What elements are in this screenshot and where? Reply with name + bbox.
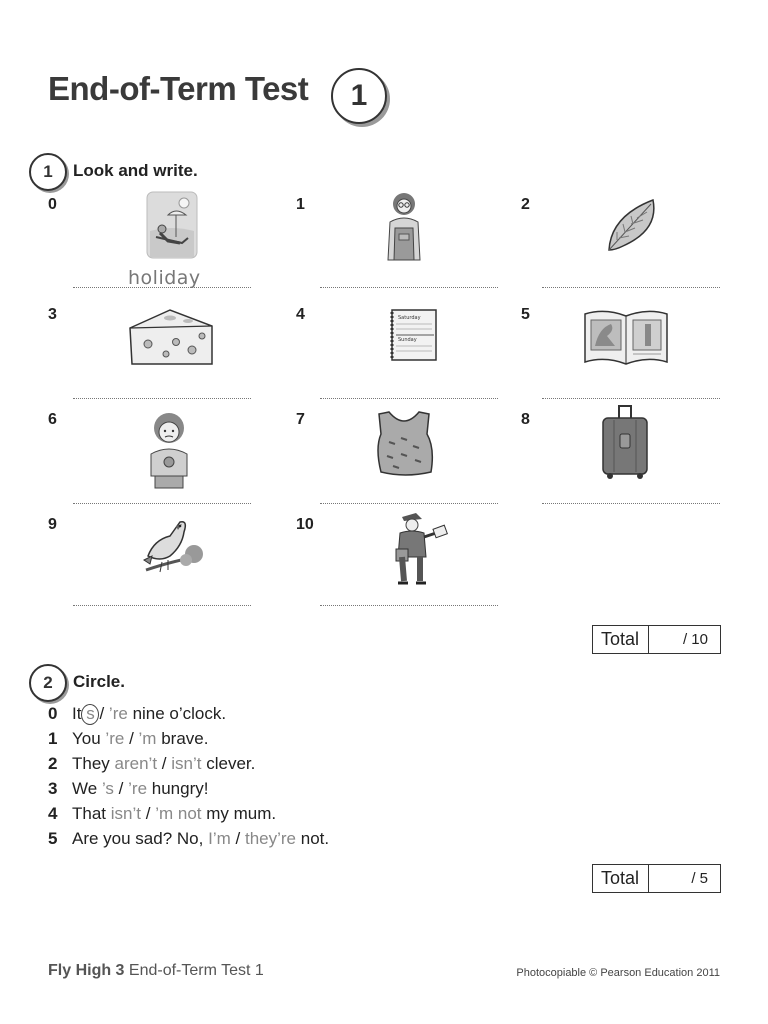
bird-picture <box>140 516 208 585</box>
girl-picture <box>145 410 193 495</box>
total-label: Total <box>593 626 649 653</box>
circle-question-list <box>48 701 329 851</box>
sentence-start: You <box>72 729 101 748</box>
question-number: 1 <box>48 729 58 748</box>
answer-line-6[interactable] <box>73 503 251 504</box>
section-2-instruction: Circle. <box>73 672 125 691</box>
item-number: 2 <box>521 196 530 213</box>
answer-line-4[interactable] <box>320 398 498 399</box>
answer-line-0[interactable] <box>73 287 251 288</box>
circled-option[interactable]: s <box>81 704 99 725</box>
svg-text:Saturday: Saturday <box>398 315 421 321</box>
copyright-notice: Photocopiable © Pearson Education 2011 <box>516 967 720 979</box>
question-row <box>48 701 329 726</box>
answer-line-7[interactable] <box>320 503 498 504</box>
option-separator: / <box>99 704 105 723</box>
option[interactable]: ’m <box>138 729 157 748</box>
total-label: Total <box>593 865 649 892</box>
question-row <box>48 726 329 751</box>
sentence-end: brave. <box>161 729 209 748</box>
answer-line-5[interactable] <box>542 398 720 399</box>
option[interactable]: aren’t <box>114 754 158 773</box>
beach-holiday-picture <box>146 191 198 264</box>
answer-line-2[interactable] <box>542 287 720 288</box>
sentence-start: That <box>72 804 107 823</box>
cheese-picture <box>126 306 216 373</box>
sentence-end: hungry! <box>151 779 209 798</box>
item-number: 5 <box>521 306 530 323</box>
answer-line-10[interactable] <box>320 605 498 606</box>
item-number: 3 <box>48 306 57 323</box>
series-name: Fly High 3 <box>48 962 125 979</box>
sentence-start: It <box>72 704 82 723</box>
sentence-end: my mum. <box>206 804 277 823</box>
footer-book-title <box>48 962 264 980</box>
sentence-end: not. <box>300 829 330 848</box>
section-2-total-box <box>592 864 721 893</box>
sentence-start: Are you sad? No, <box>72 829 204 848</box>
question-number: 0 <box>48 704 58 723</box>
suitcase-picture <box>600 404 650 485</box>
option[interactable]: ’re <box>105 729 125 748</box>
option-separator: / <box>235 829 241 848</box>
option-separator: / <box>145 804 151 823</box>
option[interactable]: isn’t <box>171 754 202 773</box>
total-score-field[interactable]: / 10 <box>682 631 708 648</box>
item-number: 4 <box>296 306 305 323</box>
answer-line-8[interactable] <box>542 503 720 504</box>
option[interactable]: ’s <box>101 779 114 798</box>
total-score-field[interactable]: / 5 <box>691 870 708 887</box>
section-1-number: 1 <box>29 153 67 191</box>
option-separator: / <box>118 779 124 798</box>
option[interactable]: ’m not <box>155 804 202 823</box>
option[interactable]: ’re <box>128 779 148 798</box>
question-row <box>48 776 329 801</box>
question-number: 4 <box>48 804 58 823</box>
section-2-number: 2 <box>29 664 67 702</box>
question-row <box>48 826 329 851</box>
item-number: 10 <box>296 516 314 533</box>
sentence-end: nine o’clock. <box>132 704 227 723</box>
gardener-woman-picture <box>382 190 426 267</box>
open-book-picture <box>581 306 671 373</box>
test-number-badge: 1 <box>331 68 387 124</box>
footer-test-name: End-of-Term Test 1 <box>128 962 264 979</box>
question-row <box>48 801 329 826</box>
question-number: 3 <box>48 779 58 798</box>
option-separator: / <box>129 729 134 748</box>
svg-text:Sunday: Sunday <box>398 337 417 343</box>
section-1-instruction: Look and write. <box>73 161 198 180</box>
item-number: 0 <box>48 196 57 213</box>
item-number: 6 <box>48 411 57 428</box>
option[interactable]: isn’t <box>110 804 141 823</box>
item-number: 8 <box>521 411 530 428</box>
sentence-start: They <box>72 754 110 773</box>
vest-picture <box>371 408 437 483</box>
answer-line-3[interactable] <box>73 398 251 399</box>
option[interactable]: they’re <box>244 829 296 848</box>
page-title: End-of-Term Test <box>48 70 309 107</box>
section-1-total-box <box>592 625 721 654</box>
leaf-picture <box>605 196 661 259</box>
question-number: 2 <box>48 754 58 773</box>
item-number: 9 <box>48 516 57 533</box>
answer-line-9[interactable] <box>73 605 251 606</box>
question-number: 5 <box>48 829 58 848</box>
example-answer: holiday <box>128 267 201 289</box>
sentence-start: We <box>72 779 98 798</box>
option-separator: / <box>161 754 167 773</box>
sentence-end: clever. <box>206 754 256 773</box>
question-row <box>48 751 329 776</box>
diary-picture <box>388 308 440 367</box>
answer-line-1[interactable] <box>320 287 498 288</box>
item-number: 7 <box>296 411 305 428</box>
postman-picture <box>392 511 448 590</box>
item-number: 1 <box>296 196 305 213</box>
option[interactable]: ’re <box>108 704 128 723</box>
option[interactable]: I’m <box>208 829 231 848</box>
